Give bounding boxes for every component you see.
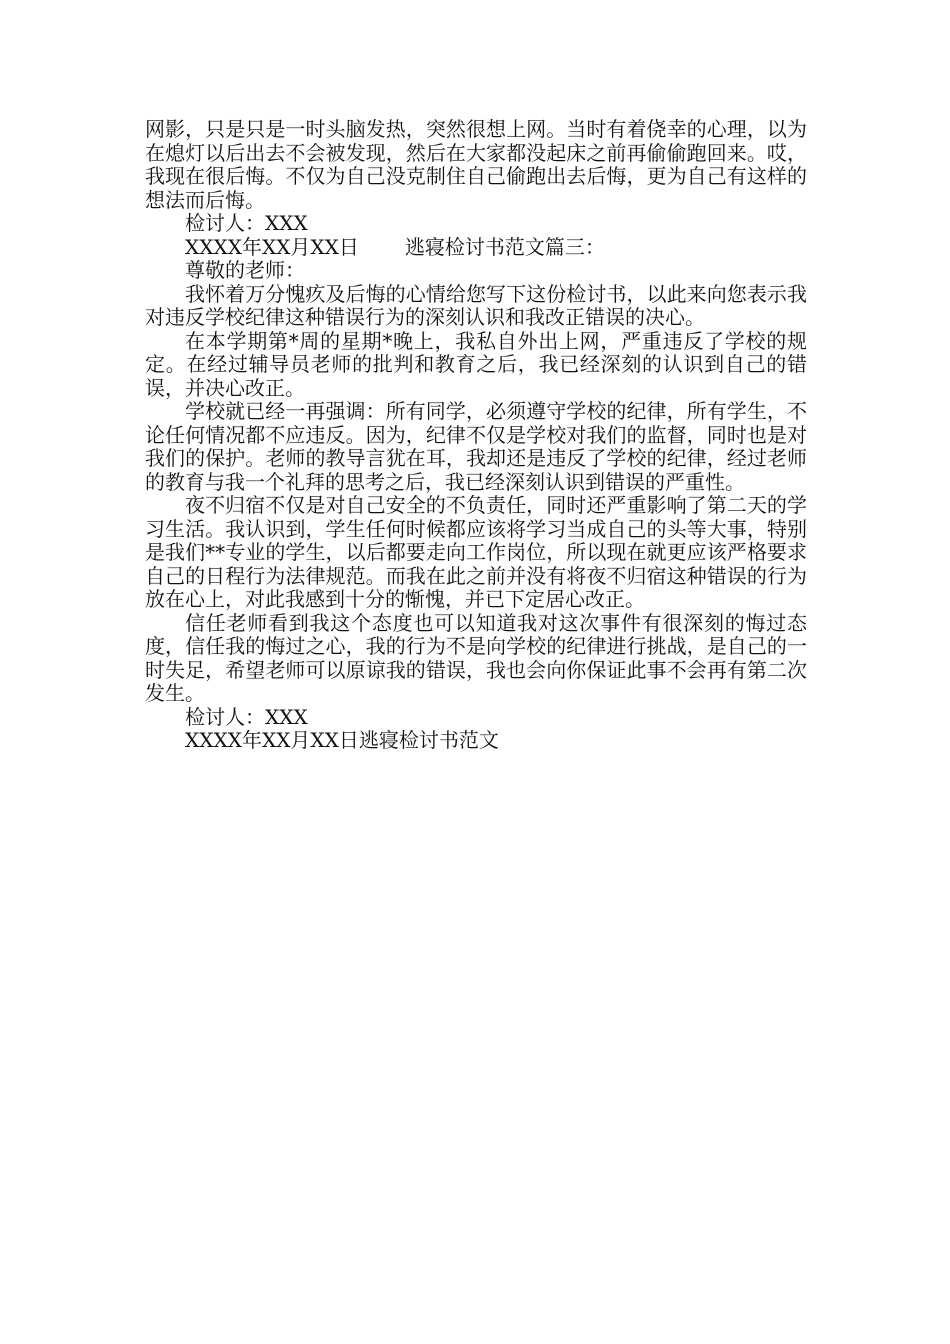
intro-paragraph: 网影，只是只是一时头脑发热，突然很想上网。当时有着侥幸的心理，以为在熄灯以后出去不会被发现，然后在大家都没起床之前再偷偷跑回来。哎，我现在很后悔。不仅为自己没克制住自己偷跑出去后悔，更为自己有这样的想法而后悔。 (145, 117, 807, 212)
body-paragraph: 信任老师看到我这个态度也可以知道我对这次事件有很深刻的悔过态度，信任我的悔过之心，我的行为不是向学校的纪律进行挑战，是自己的一时失足，希望老师可以原谅我的错误，我也会向你保证此事不会再有第二次发生。 (145, 610, 807, 705)
body-paragraph: 夜不归宿不仅是对自己安全的不负责任，同时还严重影响了第二天的学习生活。我认识到，学生任何时候都应该将学习当成自己的头等大事，特别是我们**专业的学生，以后都要走向工作岗位，所以现在就更应该严格要求自己的日程行为法律规范。而我在此之前并没有将夜不归宿这种错误的行为放在心上，对此我感到十分的惭愧，并已下定居心改正。 (145, 493, 807, 611)
date-title-line: XXXX年XX月XX日逃寝检讨书范文 (185, 728, 499, 752)
body-paragraph: 在本学期第*周的星期*晚上，我私自外出上网，严重违反了学校的规定。在经过辅导员老师的批判和教育之后，我已经深刻的认识到自己的错误，并决心改正。 (145, 328, 807, 400)
date-text: XXXX年XX月XX日 (185, 234, 359, 259)
body-paragraph: 我怀着万分愧疚及后悔的心情给您写下这份检讨书，以此来向您表示我对违反学校纪律这种错误行为的深刻认识和我改正错误的决心。 (145, 281, 807, 329)
document-page (145, 118, 807, 753)
date-heading-line (145, 236, 807, 260)
signature-line: 检讨人：XXX (185, 704, 308, 729)
signature-line: 检讨人：XXX (185, 211, 308, 235)
body-paragraph: 学校就已经一再强调：所有同学，必须遵守学校的纪律，所有学生，不论任何情况都不应违反。因为，纪律不仅是学校对我们的监督，同时也是对我们的保护。老师的教导言犹在耳，我却还是违反了学校的纪律，经过老师的教育与我一个礼拜的思考之后，我已经深刻认识到错误的严重性。 (145, 399, 807, 494)
salutation: 尊敬的老师： (185, 258, 305, 282)
section-heading: 逃寝检讨书范文篇三： (404, 234, 605, 259)
